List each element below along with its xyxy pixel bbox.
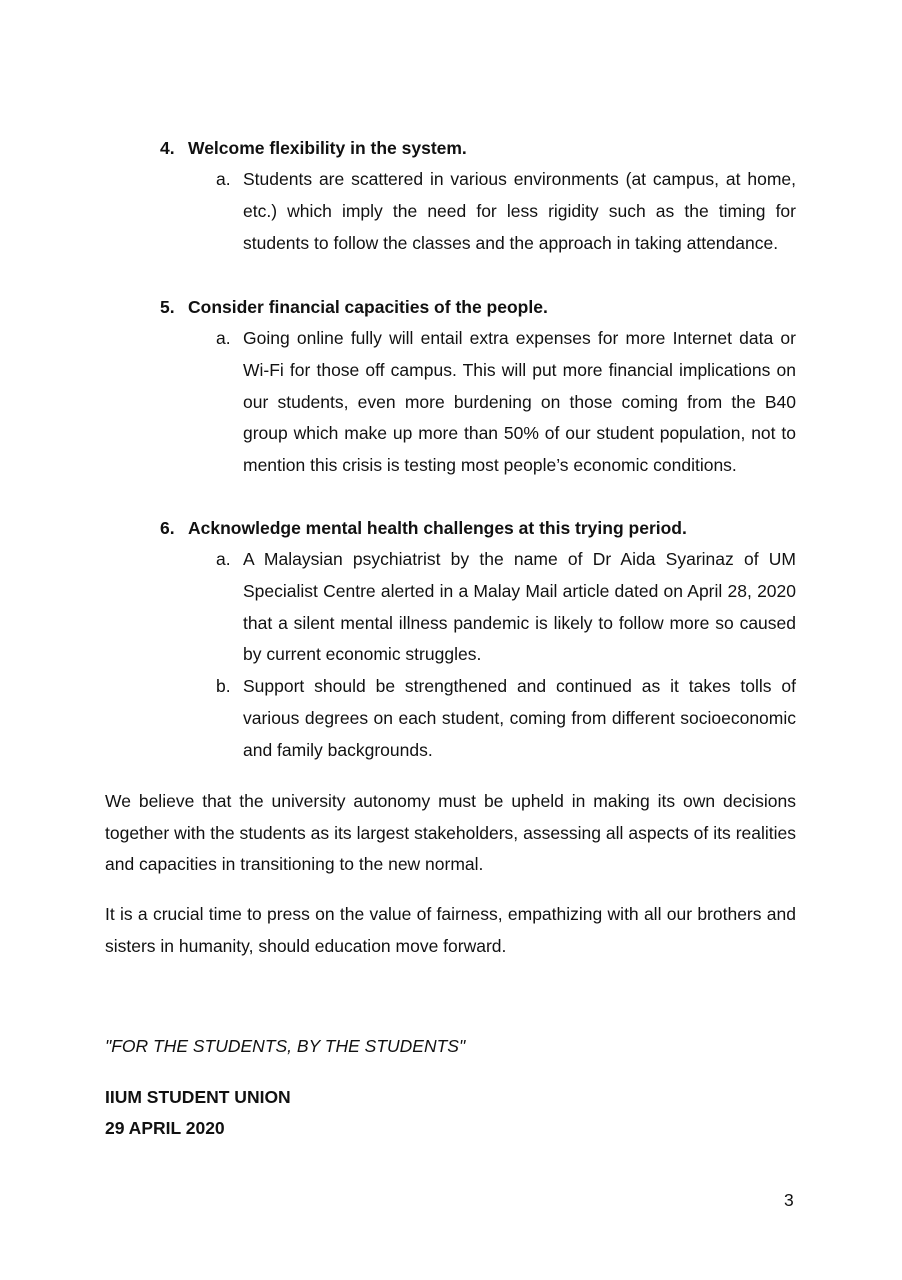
section-number: 6. xyxy=(160,518,175,538)
item-text: Support should be strengthened and continued as it takes tolls of various degrees on each student, coming from different socioeconomic and family backgrounds. xyxy=(243,676,796,760)
section-number: 4. xyxy=(160,138,175,158)
section-4-heading xyxy=(160,137,467,159)
item-letter: a. xyxy=(216,328,231,348)
section-5-heading xyxy=(160,296,548,318)
signature-date: 29 APRIL 2020 xyxy=(105,1118,225,1138)
item-text: Going online fully will entail extra expenses for more Internet data or Wi-Fi for those off campus. This will put more financial implications on our students, even more burdening on those coming from the B40 group which make up more than 50% of our student population, not to mention this crisis is testing most people’s economic conditions. xyxy=(243,328,796,476)
section-6-item-a xyxy=(216,544,796,671)
section-6-item-b xyxy=(216,671,796,766)
section-number: 5. xyxy=(160,297,175,317)
item-letter: b. xyxy=(216,676,231,696)
section-title: Welcome flexibility in the system. xyxy=(188,138,467,158)
closing-paragraph-2: It is a crucial time to press on the value of fairness, empathizing with all our brothers and sisters in humanity, should education move forward. xyxy=(105,904,796,956)
page-number: 3 xyxy=(784,1190,794,1210)
item-text: A Malaysian psychiatrist by the name of Dr Aida Syarinaz of UM Specialist Centre alerted in a Malay Mail article dated on April 28, 2020 that a silent mental illness pandemic is likely to follow more so caused by current economic struggles. xyxy=(243,549,796,665)
item-letter: a. xyxy=(216,169,231,189)
section-4-item-a xyxy=(216,164,796,259)
item-text: Students are scattered in various environments (at campus, at home, etc.) which imply the need for less rigidity such as the timing for students to follow the classes and the approach in taking attendance. xyxy=(243,169,796,253)
section-title: Consider financial capacities of the people. xyxy=(188,297,548,317)
signature-organization: IIUM STUDENT UNION xyxy=(105,1087,291,1107)
item-letter: a. xyxy=(216,549,231,569)
closing-paragraph-1: We believe that the university autonomy must be upheld in making its own decisions together with the students as its largest stakeholders, assessing all aspects of its realities and capacities in transitioning to the new normal. xyxy=(105,791,796,874)
section-title: Acknowledge mental health challenges at this trying period. xyxy=(188,518,687,538)
section-6-heading xyxy=(160,517,687,539)
section-5-item-a xyxy=(216,323,796,482)
motto: "FOR THE STUDENTS, BY THE STUDENTS" xyxy=(105,1036,466,1056)
